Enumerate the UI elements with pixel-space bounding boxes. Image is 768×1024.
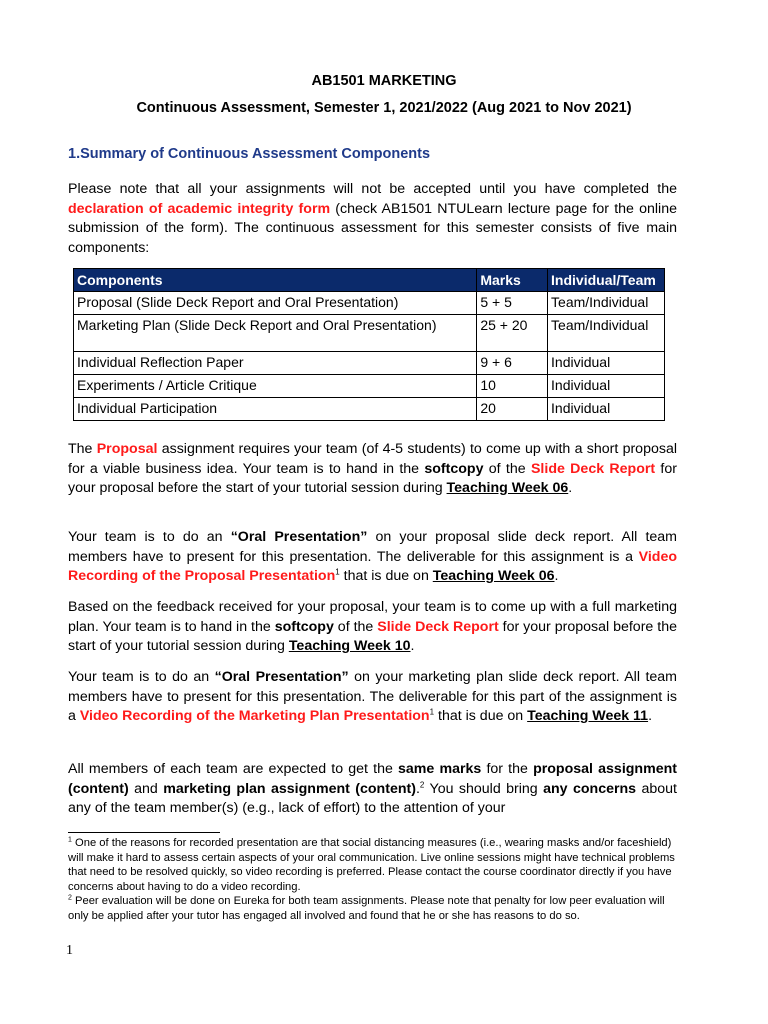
table-row — [74, 352, 665, 375]
marketing-oral-paragraph — [68, 668, 677, 727]
footnote-2 — [68, 894, 680, 923]
teaching-week-deadline: Teaching Week 10 — [288, 638, 411, 654]
table-cell: 25 + 20 — [477, 315, 548, 352]
video-recording-highlight: Video Recording of the Marketing Plan Presentation — [79, 708, 430, 724]
text: for your proposal before the start of your tutorial session during — [68, 618, 677, 654]
footnote-ref: 1 — [429, 707, 435, 717]
text: of the — [333, 618, 378, 635]
table-header-cell: Marks — [477, 269, 548, 292]
text: on your marketing plan slide deck report. All team members have to present for this presentation. The deliverable for this part of the assignment is a — [68, 669, 677, 724]
table-row — [74, 315, 665, 352]
text: . — [568, 480, 573, 496]
table-cell: Individual — [548, 375, 665, 398]
text: that is due on — [339, 568, 433, 584]
teaching-week-deadline: Teaching Week 11 — [527, 708, 649, 724]
table-header-cell: Individual/Team — [548, 269, 665, 292]
table-cell: 20 — [477, 398, 548, 421]
document-title: AB1501 MARKETING — [311, 73, 457, 89]
table-cell: Experiments / Article Critique — [74, 375, 477, 398]
text: of the — [483, 460, 531, 477]
text: All members of each team are expected to get the — [68, 761, 399, 777]
text: Your team is to do an — [68, 529, 231, 545]
oral-presentation-bold: “Oral Presentation” — [214, 669, 349, 685]
oral-presentation-paragraph — [68, 528, 677, 587]
table-row — [74, 292, 665, 315]
same-marks-bold: same marks — [398, 761, 482, 777]
marketing-plan-paragraph — [68, 598, 677, 657]
text: Please note that all your assignments will not be accepted until you have completed the — [68, 181, 677, 197]
text: on your proposal slide deck report. All team members have to present for this presentation. The deliverable for this assignment is a — [68, 529, 677, 565]
text: Based on the feedback received for your proposal, your team is to come up with a full marketing plan. Your team is to hand in the — [68, 599, 677, 635]
teaching-week-deadline: Teaching Week 06 — [432, 568, 555, 584]
footnote-text: Peer evaluation will be done on Eureka for both team assignments. Please note that penalty for low peer evaluation will only be applied after your tutor has engaged all involved and found that he or she has reasons to do so. — [68, 895, 665, 922]
text: The — [68, 441, 97, 457]
text: about any of the team member(s) (e.g., lack of effort) to the attention of your — [68, 780, 677, 816]
page-number: 1 — [66, 943, 73, 958]
text: (check AB1501 NTULearn lecture page for the online submission of the form). The continuous assessment for this semester consists of five main components: — [68, 200, 677, 256]
table-cell: Team/Individual — [548, 292, 665, 315]
table-cell: Individual Participation — [74, 398, 477, 421]
table-header-cell: Components — [74, 269, 477, 292]
team-marks-paragraph — [68, 760, 677, 819]
footnote-ref: 2 — [419, 779, 425, 789]
table-cell: Individual — [548, 352, 665, 375]
section-heading: 1.Summary of Continuous Assessment Components — [68, 146, 431, 162]
footnote-ref: 1 — [335, 567, 340, 577]
footnotes — [68, 836, 680, 923]
table-header-row — [74, 269, 665, 292]
slide-deck-highlight: Slide Deck Report — [530, 460, 656, 477]
footnote-divider — [68, 832, 220, 833]
text: for the — [481, 761, 534, 777]
footnote-mark: 1 — [68, 836, 72, 844]
document-subtitle: Continuous Assessment, Semester 1, 2021/2022 (Aug 2021 to Nov 2021) — [136, 100, 632, 116]
table-row — [74, 398, 665, 421]
text: . — [410, 638, 415, 654]
integrity-form-highlight: declaration of academic integrity form — [68, 200, 331, 217]
footnote-mark: 2 — [68, 894, 72, 902]
table-cell: 9 + 6 — [477, 352, 548, 375]
proposal-highlight: Proposal — [96, 441, 158, 457]
teaching-week-deadline: Teaching Week 06 — [446, 480, 569, 496]
proposal-assignment-bold: proposal assignment (content) — [68, 761, 677, 797]
table-cell: Marketing Plan (Slide Deck Report and Oral Presentation) — [74, 315, 477, 352]
table-cell: Proposal (Slide Deck Report and Oral Presentation) — [74, 292, 477, 315]
proposal-paragraph — [68, 440, 677, 499]
text: You should bring — [424, 780, 544, 797]
text: assignment requires your team (of 4-5 students) to come up with a short proposal for a viable business idea. Your team is to hand in the — [68, 441, 677, 477]
intro-paragraph — [68, 180, 677, 258]
table-cell: 5 + 5 — [477, 292, 548, 315]
table-row — [74, 375, 665, 398]
softcopy-bold: softcopy — [274, 618, 334, 635]
softcopy-bold: softcopy — [424, 460, 484, 477]
concerns-bold: any concerns — [543, 780, 637, 797]
text: that is due on — [434, 708, 528, 724]
table-cell: Individual — [548, 398, 665, 421]
text: and — [128, 780, 164, 797]
text: . — [648, 708, 653, 724]
table-cell: Individual Reflection Paper — [74, 352, 477, 375]
table-cell: Team/Individual — [548, 315, 665, 352]
oral-presentation-bold: “Oral Presentation” — [230, 529, 368, 545]
marketing-plan-assignment-bold: marketing plan assignment (content) — [163, 780, 416, 797]
text: . — [554, 568, 559, 584]
footnote-1 — [68, 836, 680, 894]
text: . — [415, 780, 420, 797]
text: for your proposal before the start of your tutorial session during — [68, 460, 677, 496]
table-cell: 10 — [477, 375, 548, 398]
assessment-table — [73, 268, 665, 421]
text: Your team is to do an — [68, 669, 215, 685]
slide-deck-highlight: Slide Deck Report — [377, 618, 499, 635]
video-recording-highlight: Video Recording of the Proposal Presentation — [68, 548, 677, 584]
footnote-text: One of the reasons for recorded presentation are that social distancing measures (i.e., wearing masks and/or faceshield) will make it hard to assess certain aspects of your oral communication. Live online sessions might have technical problems that need to be resolved quickly, so video recording is preferred. Please contact the course coordinator directly if you have concerns about having to do a video recording. — [68, 837, 675, 893]
